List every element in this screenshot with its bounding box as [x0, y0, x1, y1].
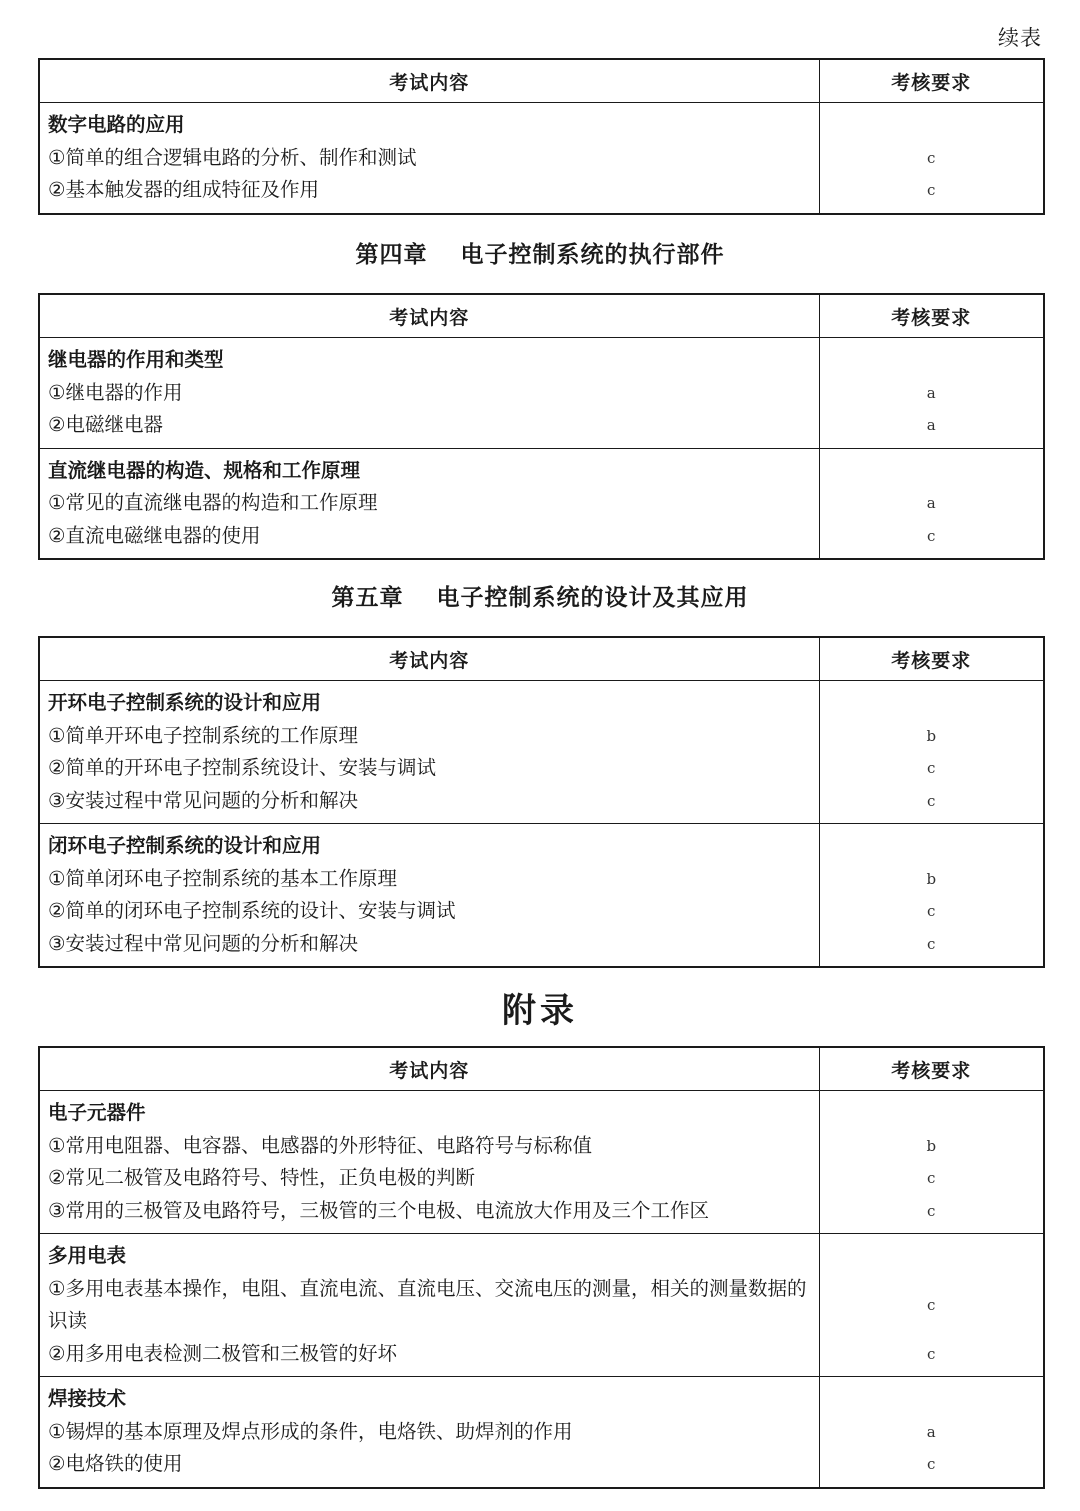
list-item: ①多用电表基本操作，电阻、直流电流、直流电压、交流电压的测量，相关的测量数据的识读	[48, 1276, 807, 1332]
requirement-column-header: 考核要求	[819, 294, 1044, 338]
requirement-column-header: 考核要求	[819, 59, 1044, 103]
requirement-cell	[819, 681, 1044, 824]
content-column-header: 考试内容	[39, 294, 819, 338]
group-title: 多用电表	[48, 1244, 127, 1267]
requirement-level: b	[926, 1136, 937, 1155]
content-cell	[39, 1234, 819, 1377]
requirement-level: c	[927, 1455, 936, 1473]
requirement-level: b	[926, 869, 937, 888]
list-item: ①常见的直流继电器的构造和工作原理	[48, 491, 378, 514]
content-column-header: 考试内容	[39, 1047, 819, 1091]
table-row	[39, 338, 1044, 449]
group-title: 闭环电子控制系统的设计和应用	[48, 834, 322, 857]
content-cell	[39, 448, 819, 559]
requirement-column-header: 考核要求	[819, 637, 1044, 681]
table-row	[39, 448, 1044, 559]
content-column-header: 考试内容	[39, 637, 819, 681]
table-row	[39, 824, 1044, 968]
content-cell	[39, 681, 819, 824]
requirement-level: a	[926, 1422, 936, 1441]
list-item: ③安装过程中常见问题的分析和解决	[48, 788, 358, 812]
group-title: 开环电子控制系统的设计和应用	[48, 691, 322, 714]
table-row	[39, 103, 1044, 214]
list-item: ①简单的组合逻辑电路的分析、制作和测试	[48, 145, 417, 169]
group-title: 电子元器件	[48, 1101, 146, 1124]
content-cell	[39, 1091, 819, 1234]
requirement-cell	[819, 1234, 1044, 1377]
requirement-cell	[819, 338, 1044, 449]
table-row	[39, 1377, 1044, 1488]
list-item: ①继电器的作用	[48, 380, 183, 404]
list-item: ②电烙铁的使用	[48, 1452, 183, 1475]
content-cell	[39, 103, 819, 214]
table-header-row	[39, 59, 1044, 103]
requirement-level: c	[927, 791, 936, 810]
requirement-level: c	[927, 526, 936, 545]
table-row	[39, 681, 1044, 824]
appendix-title: 附录	[502, 991, 578, 1031]
requirements-table-chapter4	[38, 293, 1045, 560]
group-title: 直流继电器的构造、规格和工作原理	[48, 458, 361, 482]
requirements-table-digital	[38, 58, 1045, 215]
table-header-row	[39, 637, 1044, 681]
table-header-row	[39, 1047, 1044, 1091]
requirement-level: a	[926, 416, 936, 434]
requirement-column-header: 考核要求	[819, 1047, 1044, 1091]
table-row	[39, 1234, 1044, 1377]
requirement-cell	[819, 103, 1044, 214]
requirement-level: c	[927, 934, 936, 953]
requirement-cell	[819, 1377, 1044, 1488]
list-item: ③安装过程中常见问题的分析和解决	[48, 931, 358, 955]
list-item: ①常用电阻器、电容器、电感器的外形特征、电路符号与标称值	[48, 1133, 592, 1157]
requirement-cell	[819, 448, 1044, 559]
requirement-level: c	[927, 902, 936, 920]
requirement-level: c	[927, 1295, 936, 1314]
list-item: ②简单的闭环电子控制系统的设计、安装与调试	[48, 899, 456, 922]
content-cell	[39, 1377, 819, 1488]
chapter5-title: 第五章 电子控制系统的设计及其应用	[331, 585, 749, 611]
list-item: ③常用的三极管及电路符号，三极管的三个电极、电流放大作用及三个工作区	[48, 1198, 709, 1222]
content-cell	[39, 824, 819, 968]
requirement-level: c	[927, 1344, 936, 1363]
requirement-level: b	[926, 726, 937, 745]
list-item: ②简单的开环电子控制系统设计、安装与调试	[48, 756, 436, 779]
list-item: ①锡焊的基本原理及焊点形成的条件，电烙铁、助焊剂的作用	[48, 1419, 573, 1443]
requirement-level: a	[926, 494, 936, 512]
table-row	[39, 1091, 1044, 1234]
requirement-level: c	[927, 181, 936, 199]
list-item: ②用多用电表检测二极管和三极管的好坏	[48, 1341, 397, 1365]
table-header-row	[39, 294, 1044, 338]
list-item: ②直流电磁继电器的使用	[48, 523, 261, 547]
requirement-level: c	[927, 1169, 936, 1187]
list-item: ②常见二极管及电路符号、特性，正负电极的判断	[48, 1166, 475, 1189]
chapter4-title: 第四章 电子控制系统的执行部件	[355, 242, 725, 268]
continued-label: 续表	[998, 26, 1042, 50]
group-title: 焊接技术	[48, 1387, 127, 1410]
list-item: ①简单开环电子控制系统的工作原理	[48, 723, 358, 747]
content-column-header: 考试内容	[39, 59, 819, 103]
list-item: ①简单闭环电子控制系统的基本工作原理	[48, 866, 397, 890]
requirements-table-appendix	[38, 1046, 1045, 1489]
requirement-level: c	[927, 759, 936, 777]
requirement-level: c	[927, 1201, 936, 1220]
list-item: ②基本触发器的组成特征及作用	[48, 178, 319, 201]
group-title: 继电器的作用和类型	[48, 348, 224, 371]
requirement-level: a	[926, 383, 936, 402]
requirement-cell	[819, 824, 1044, 968]
requirement-cell	[819, 1091, 1044, 1234]
content-cell	[39, 338, 819, 449]
requirement-level: c	[927, 148, 936, 167]
requirements-table-chapter5	[38, 636, 1045, 968]
list-item: ②电磁继电器	[48, 413, 163, 436]
group-title: 数字电路的应用	[48, 113, 185, 136]
